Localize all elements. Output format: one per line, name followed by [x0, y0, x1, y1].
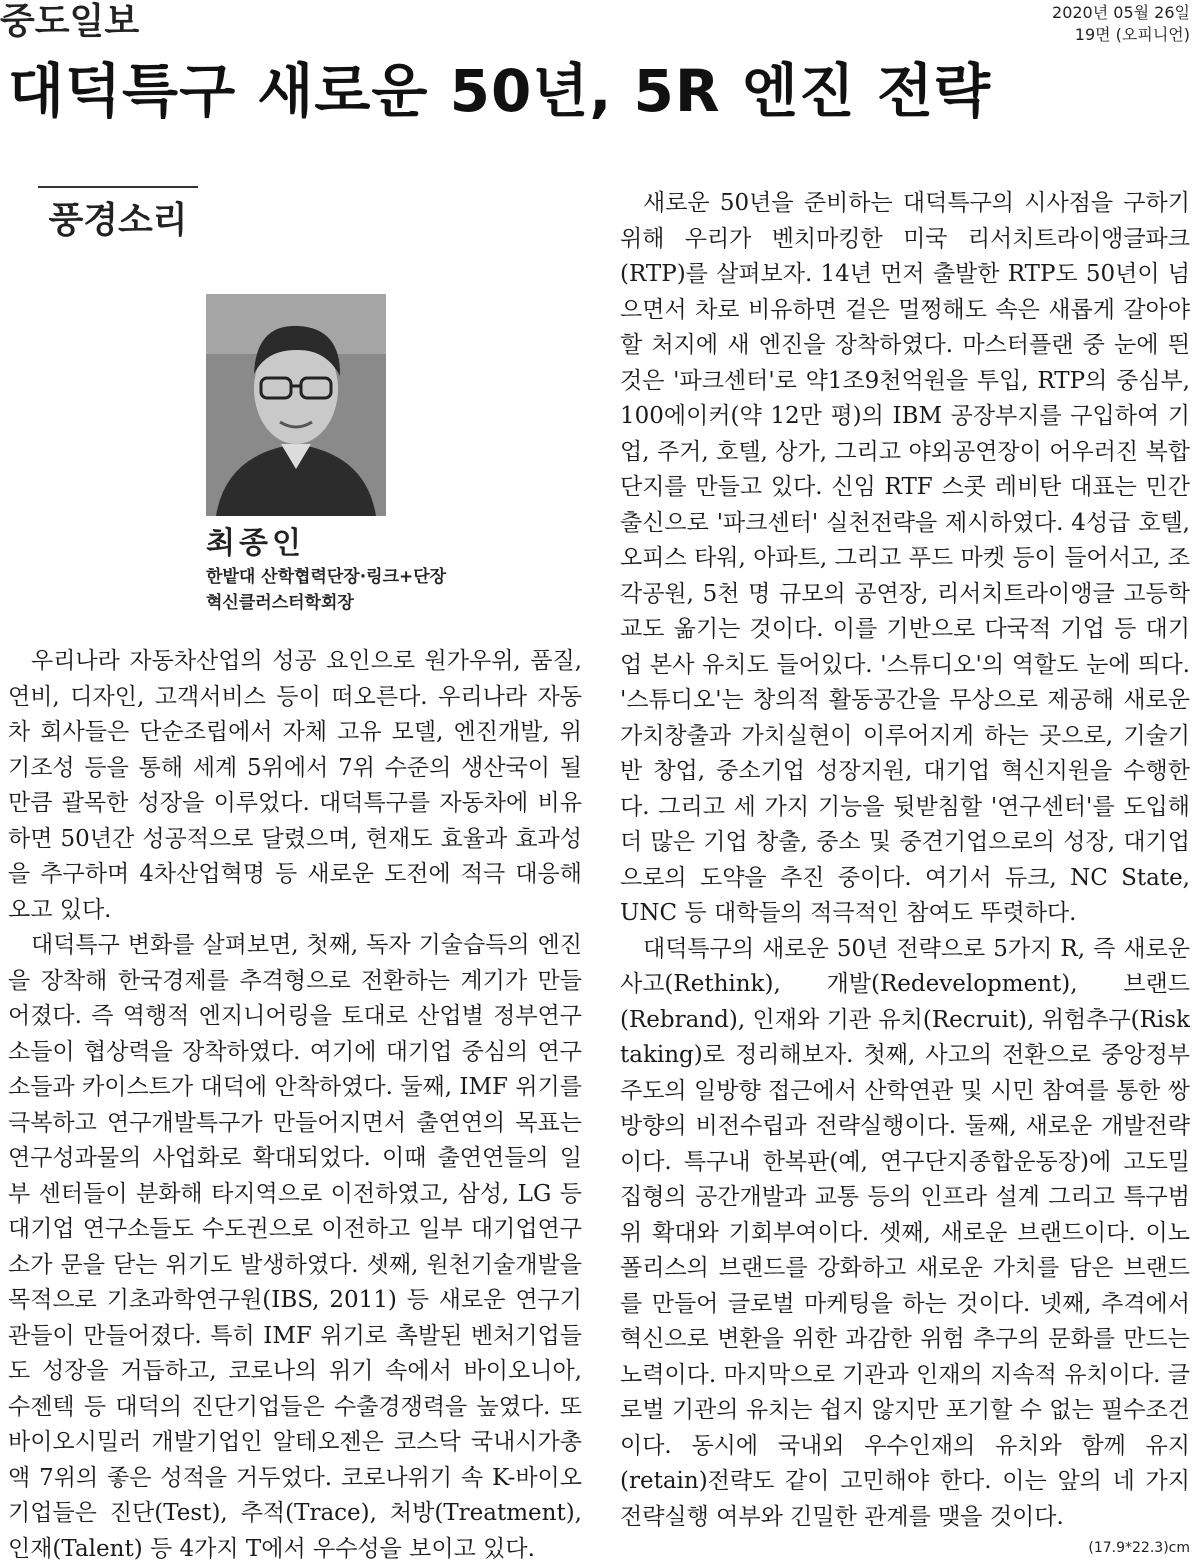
paragraph: 새로운 50년을 준비하는 대덕특구의 시사점을 구하기 위해 우리가 벤치마킹한 미국 리서치트라이앵글파크(RTP)를 살펴보자. 14년 먼저 출발한 RTP도 50년이 넘으면서 차로 비유하면 겉은 멀쩡해도 속은 새롭게 갈아야 할 처지에 새 엔진을 장착하였다. 마스터플랜 중 눈에 띈 것은 '파크센터'로 약1조9천억원을 투입, RTP의 중심부, 100에이커(약 12만 평)의 IBM 공장부지를 구입하여 기업, 주거, 호텔, 상가, 그리고 야외공연장이 어우러진 복합단지를 만들고 있다. 신임 RTF 스콧 레비탄 대표는 민간출신으로 '파크센터' 실천전략을 제시하였다. 4성급 호텔, 오피스 타워, 아파트, 그리고 푸드 마켓 등이 들어서고, 조각공원, 5천 명 규모의 공연장, 리서치트라이앵글 고등학교도 옮기는 것이다. 이를 기반으로 다국적 기업 등 대기업 본사 유치도 들어있다. '스튜디오'의 역할도 눈에 띄다. '스튜디오'는 창의적 활동공간을 무상으로 제공해 새로운 가치창출과 가치실현이 이루어지게 하는 곳으로, 기술기반 창업, 중소기업 성장지원, 대기업 혁신지원을 수행한다. 그리고 세 가지 기능을 뒷받침할 '연구센터'를 도입해 더 많은 기업 창출, 중소 및 중견기업으로의 성장, 대기업으로의 도약을 추진 중이다. 여기서 듀크, NC State, UNC 등 대학들의 적극적인 참여도 뚜렷하다. [620, 190, 1190, 926]
author-role-line1: 한밭대 산학협력단장·링크+단장 [206, 567, 447, 587]
paragraph: 대덕특구의 새로운 50년 전략으로 5가지 R, 즉 새로운 사고(Rethink), 개발(Redevelopment), 브랜드(Rebrand), 인재와 기관 유치(Recruit), 위험추구(Risk taking)로 정리해보자. 첫째, 사고의 전환으로 중앙정부 주도의 일방향 접근에서 산학연관 및 시민 참여를 통한 쌍방향의 비전수립과 전략실행이다. 둘째, 새로운 개발전략이다. 특구내 한복판(예, 연구단지종합운동장)에 고도밀집형의 공간개발과 교통 등의 인프라 설계 그리고 특구범위 확대와 기회부여이다. 셋째, 새로운 브랜드이다. 이노폴리스의 브랜드를 강화하고 새로운 가치를 담은 브랜드를 만들어 글로벌 마케팅을 하는 것이다. 넷째, 추격에서 혁신으로 변환을 위한 과감한 위험 추구의 문화를 만드는 노력이다. 마지막으로 기관과 인재의 지속적 유치이다. 글로벌 기관의 유치는 쉽지 않지만 포기할 수 없는 필수조건이다. 동시에 국내외 우수인재의 유치와 함께 유지(retain)전략도 같이 고민해야 한다. 이는 앞의 네 가지 전략실행 여부와 긴밀한 관계를 맺을 것이다. [620, 935, 1190, 1530]
publication-date: 2020년 05월 26일 [1052, 3, 1190, 22]
article-headline: 대덕특구 새로운 50년, 5R 엔진 전략 [8, 57, 992, 125]
size-note: (17.9*22.3)cm [1088, 1540, 1190, 1556]
masthead-logo: 중도일보 [0, 1, 140, 42]
column-label-wrap [8, 186, 568, 249]
page-section: 19면 (오피니언) [1074, 25, 1190, 44]
portrait-illustration [206, 294, 386, 516]
author-name: 최종인 [206, 526, 305, 561]
dateline [1052, 2, 1190, 46]
author-photo [206, 294, 386, 516]
paragraph: 우리나라 자동차산업의 성공 요인으로 원가우위, 품질, 연비, 디자인, 고객서비스 등이 떠오른다. 우리나라 자동차 회사들은 단순조립에서 자체 고유 모델, 엔진개발, 위기조성 등을 통해 세계 5위에서 7위 수준의 생산국이 될 만큼 괄목한 성장을 이루었다. 대덕특구를 자동차에 비유하면 50년간 성공적으로 달렸으며, 현재도 효율과 효과성을 추구하며 4차산업혁명 등 새로운 도전에 적극 대응해오고 있다. [8, 648, 582, 923]
right-column [620, 186, 1190, 1535]
author-block [206, 524, 446, 616]
paragraph: 대덕특구 변화를 살펴보면, 첫째, 독자 기술습득의 엔진을 장착해 한국경제를 추격형으로 전환하는 계기가 만들어졌다. 즉 역행적 엔지니어링을 토대로 산업별 정부연구소들이 협상력을 장착하였다. 여기에 대기업 중심의 연구소들과 카이스트가 대덕에 안착하였다. 둘째, IMF 위기를 극복하고 연구개발특구가 만들어지면서 출연연의 목표는 연구성과물의 사업화로 확대되었다. 이때 출연연들의 일부 센터들이 분화해 타지역으로 이전하였고, 삼성, LG 등 대기업 연구소들도 수도권으로 이전하고 일부 대기업연구소가 문을 닫는 위기도 발생하였다. 셋째, 원천기술개발을 목적으로 기초과학연구원(IBS, 2011) 등 새로운 연구기관들이 만들어졌다. 특히 IMF 위기로 촉발된 벤처기업들도 성장을 거듭하고, 코로나의 위기 속에서 바이오니아, 수젠텍 등 대덕의 진단기업들은 수출경쟁력을 높였다. 또 바이오시밀러 개발기업인 알테오젠은 코스닥 국내시가총액 7위의 좋은 성적을 거두었다. 코로나위기 속 K-바이오기업들은 진단(Test), 추적(Trace), 처방(Treatment), 인재(Talent) 등 4가지 T에서 우수성을 보이고 있다. [8, 932, 582, 1562]
author-role-line2: 혁신클러스터학회장 [206, 593, 354, 613]
left-body-text [8, 644, 582, 1567]
left-column [8, 186, 582, 1562]
column-label: 풍경소리 [38, 186, 197, 249]
